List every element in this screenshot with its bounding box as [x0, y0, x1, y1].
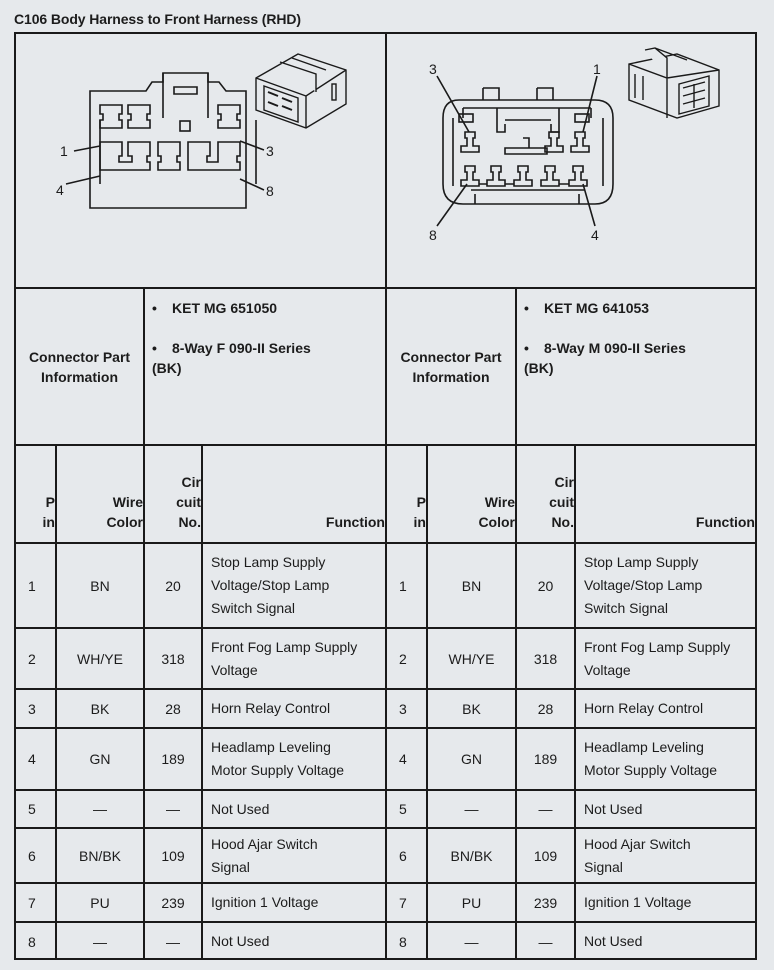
- pin-label-3: 3: [266, 143, 274, 159]
- pin-number-text: 8: [399, 933, 407, 950]
- function-text: Hood Ajar Switch: [211, 835, 318, 852]
- connector-3d-icon: [256, 54, 346, 128]
- pin-label-8: 8: [429, 227, 437, 243]
- circuit-number: [517, 544, 574, 627]
- function-description: [576, 629, 755, 688]
- header-function-text: Function: [695, 514, 755, 530]
- pin-number: [387, 923, 426, 960]
- pin-label-8: 8: [266, 183, 274, 199]
- function-text: Horn Relay Control: [211, 700, 331, 716]
- header-wire-text: Wire: [484, 494, 515, 510]
- header-wire-color: [428, 446, 515, 542]
- function-text: Horn Relay Control: [584, 700, 704, 716]
- header-pin-text: in: [413, 514, 426, 530]
- part-series-text: 8-Way M 090-II Series: [544, 340, 686, 356]
- pin-number: [16, 829, 55, 882]
- wire-color-text: GN: [461, 751, 482, 767]
- header-circuit-text: No.: [551, 514, 574, 530]
- header-circuit-text: cuit: [176, 494, 201, 510]
- function-description: [576, 791, 755, 827]
- function-description: [576, 729, 755, 789]
- bullet-icon: •: [152, 340, 157, 356]
- pin-number-text: 7: [28, 894, 36, 911]
- bullet-icon: •: [524, 300, 529, 316]
- function-description: [203, 629, 385, 688]
- wire-color-text: BN: [90, 577, 110, 594]
- circuit-number: [145, 729, 201, 789]
- pin-number-text: 6: [28, 847, 36, 864]
- header-circuit-text: Cir: [554, 474, 574, 490]
- wire-color: [57, 884, 143, 921]
- bullet-icon: •: [152, 300, 157, 316]
- part-info-right: [524, 298, 754, 378]
- bullet-icon: •: [524, 340, 529, 356]
- pin-label-4: 4: [56, 182, 64, 198]
- header-pin-text: in: [42, 514, 55, 530]
- pin-number-text: 8: [28, 933, 36, 950]
- function-text: Motor Supply Voltage: [211, 762, 345, 778]
- part-color: (BK): [524, 360, 554, 376]
- wire-color: [428, 629, 515, 688]
- header-pin: [387, 446, 426, 542]
- wire-color: [428, 829, 515, 882]
- pin-number: [387, 629, 426, 688]
- header-function: [203, 446, 385, 542]
- function-description: [203, 729, 385, 789]
- circuit-number: [517, 829, 574, 882]
- connector-diagram-male: [387, 34, 755, 286]
- function-description: [203, 690, 385, 727]
- function-text: Ignition 1 Voltage: [211, 894, 319, 910]
- function-text: Motor Supply Voltage: [584, 762, 718, 778]
- wire-color: [57, 544, 143, 627]
- circuit-number: [145, 544, 201, 627]
- pin-number: [16, 791, 55, 827]
- circuit-number-text: 20: [537, 577, 554, 594]
- header-function-text: Function: [325, 514, 385, 530]
- function-text: Stop Lamp Supply: [211, 554, 326, 570]
- pin-number: [387, 829, 426, 882]
- header-pin-text: P: [45, 494, 55, 510]
- function-description: [576, 923, 755, 960]
- function-text: Headlamp Leveling: [584, 739, 704, 755]
- wire-color-text: —: [464, 933, 479, 950]
- wire-color: [57, 690, 143, 727]
- wire-color: [57, 629, 143, 688]
- pin-number-text: 6: [399, 847, 407, 864]
- pin-number: [387, 690, 426, 727]
- pin-number-text: 4: [399, 751, 407, 767]
- circuit-number: [145, 629, 201, 688]
- header-circuit-no: [517, 446, 574, 542]
- pin-number: [16, 629, 55, 688]
- part-number-text: KET MG 651050: [172, 300, 278, 316]
- part-info-label-left: [16, 289, 143, 444]
- wire-color: [57, 729, 143, 789]
- circuit-number: [145, 791, 201, 827]
- circuit-number-text: —: [538, 801, 553, 817]
- circuit-number: [517, 629, 574, 688]
- function-description: [203, 829, 385, 882]
- function-text: Signal: [584, 858, 623, 875]
- wire-color: [428, 690, 515, 727]
- function-text: Ignition 1 Voltage: [584, 894, 692, 910]
- pin-number-text: 3: [399, 700, 407, 717]
- function-description: [203, 544, 385, 627]
- wire-color-text: GN: [89, 751, 111, 767]
- function-text: Hood Ajar Switch: [584, 835, 691, 852]
- circuit-number-text: 239: [533, 894, 558, 911]
- circuit-number-text: 189: [161, 751, 185, 767]
- header-wire-text: Color: [478, 514, 515, 530]
- circuit-number-text: —: [166, 933, 180, 950]
- wire-color-text: —: [93, 801, 107, 817]
- function-description: [576, 690, 755, 727]
- function-description: [576, 884, 755, 921]
- page-title: C106 Body Harness to Front Harness (RHD): [14, 11, 301, 27]
- header-circuit-text: No.: [178, 514, 201, 530]
- wire-color: [428, 791, 515, 827]
- circuit-number-text: 109: [161, 847, 185, 864]
- wire-color-text: —: [464, 801, 479, 817]
- circuit-number-text: 318: [161, 650, 185, 667]
- wire-color: [57, 791, 143, 827]
- header-circuit-text: cuit: [549, 494, 574, 510]
- connector-diagram-female: [16, 34, 384, 286]
- circuit-number: [517, 791, 574, 827]
- pin-number-text: 5: [28, 801, 36, 817]
- pin-number: [387, 544, 426, 627]
- wire-color: [428, 884, 515, 921]
- function-text: Voltage: [584, 661, 631, 678]
- pin-number-text: 5: [399, 801, 407, 817]
- pin-label-4: 4: [591, 227, 599, 243]
- function-description: [203, 791, 385, 827]
- function-text: Signal: [211, 858, 250, 875]
- circuit-number: [145, 923, 201, 960]
- function-text: Front Fog Lamp Supply: [584, 638, 731, 655]
- circuit-number-text: —: [538, 933, 553, 950]
- pin-number-text: 4: [28, 751, 36, 767]
- part-number: [152, 298, 382, 318]
- header-circuit-text: Cir: [181, 474, 201, 490]
- pin-label-3: 3: [429, 61, 437, 77]
- function-text: Voltage: [211, 661, 258, 678]
- pin-number-text: 1: [28, 577, 36, 594]
- pin-number-text: 1: [399, 577, 407, 594]
- function-text: Switch Signal: [211, 600, 296, 616]
- header-pin: [16, 446, 55, 542]
- pin-label-1: 1: [60, 143, 68, 159]
- function-text: Voltage/Stop Lamp: [584, 577, 703, 593]
- function-text: Headlamp Leveling: [211, 739, 331, 755]
- wire-color: [428, 544, 515, 627]
- wire-color-text: WH/YE: [448, 650, 495, 667]
- part-info-label-line: Information: [41, 368, 118, 385]
- circuit-number: [517, 690, 574, 727]
- pin-number: [16, 884, 55, 921]
- pin-number: [387, 884, 426, 921]
- header-wire-color: [57, 446, 143, 542]
- circuit-number-text: 28: [537, 700, 554, 717]
- part-number: [524, 298, 754, 318]
- circuit-number: [517, 729, 574, 789]
- pin-number-text: 2: [28, 650, 36, 667]
- pin-number-text: 7: [399, 894, 407, 911]
- circuit-number: [517, 884, 574, 921]
- circuit-number-text: 20: [165, 577, 181, 594]
- circuit-number-text: 189: [533, 751, 558, 767]
- circuit-number-text: 28: [165, 700, 181, 717]
- wire-color-text: BN: [461, 577, 482, 594]
- function-text: Stop Lamp Supply: [584, 554, 699, 570]
- part-info-label-right: [387, 289, 515, 444]
- pin-number: [16, 690, 55, 727]
- circuit-number: [517, 923, 574, 960]
- connector-table: [14, 32, 757, 960]
- part-info-left: [152, 298, 382, 378]
- part-info-label-line: Information: [412, 368, 490, 385]
- wire-color: [57, 829, 143, 882]
- pin-number: [387, 791, 426, 827]
- wire-color-text: BK: [462, 700, 481, 717]
- pin-number: [16, 923, 55, 960]
- part-series-text: 8-Way F 090-II Series: [172, 340, 311, 356]
- wire-color: [428, 923, 515, 960]
- circuit-number-text: 109: [533, 847, 558, 864]
- function-text: Not Used: [584, 933, 643, 949]
- header-wire-text: Wire: [112, 494, 143, 510]
- header-wire-text: Color: [106, 514, 143, 530]
- function-description: [576, 544, 755, 627]
- header-pin-text: P: [416, 494, 426, 510]
- function-text: Not Used: [211, 800, 270, 817]
- wire-color: [428, 729, 515, 789]
- circuit-number: [145, 884, 201, 921]
- divider: [755, 32, 757, 960]
- function-description: [576, 829, 755, 882]
- function-text: Not Used: [211, 933, 270, 949]
- pin-number: [387, 729, 426, 789]
- wire-color-text: WH/YE: [77, 650, 123, 667]
- wire-color-text: PU: [90, 894, 110, 911]
- connector-3d-icon: [629, 48, 719, 118]
- wire-color-text: BK: [90, 700, 110, 717]
- wire-color-text: —: [93, 933, 107, 950]
- function-text: Voltage/Stop Lamp: [211, 577, 330, 593]
- part-color: (BK): [152, 360, 182, 376]
- circuit-number: [145, 829, 201, 882]
- pin-label-1: 1: [593, 61, 601, 77]
- part-info-label-line: Connector Part: [400, 348, 502, 365]
- circuit-number-text: 239: [161, 894, 185, 911]
- header-circuit-no: [145, 446, 201, 542]
- circuit-number-text: 318: [533, 650, 558, 667]
- header-function: [576, 446, 755, 542]
- part-info-label-line: Connector Part: [28, 348, 131, 365]
- function-text: Not Used: [584, 800, 643, 817]
- pin-number-text: 2: [399, 650, 407, 667]
- function-description: [203, 884, 385, 921]
- function-description: [203, 923, 385, 960]
- pin-number: [16, 544, 55, 627]
- wire-color: [57, 923, 143, 960]
- circuit-number: [145, 690, 201, 727]
- part-number-text: KET MG 641053: [544, 300, 650, 316]
- function-text: Switch Signal: [584, 600, 669, 616]
- wire-color-text: BN/BK: [450, 847, 493, 864]
- circuit-number-text: —: [166, 801, 180, 817]
- pin-number: [16, 729, 55, 789]
- wire-color-text: BN/BK: [78, 847, 121, 864]
- part-series: [152, 338, 382, 358]
- pin-number-text: 3: [28, 700, 36, 717]
- function-text: Front Fog Lamp Supply: [211, 638, 358, 655]
- part-series: [524, 338, 754, 358]
- wire-color-text: PU: [461, 894, 482, 911]
